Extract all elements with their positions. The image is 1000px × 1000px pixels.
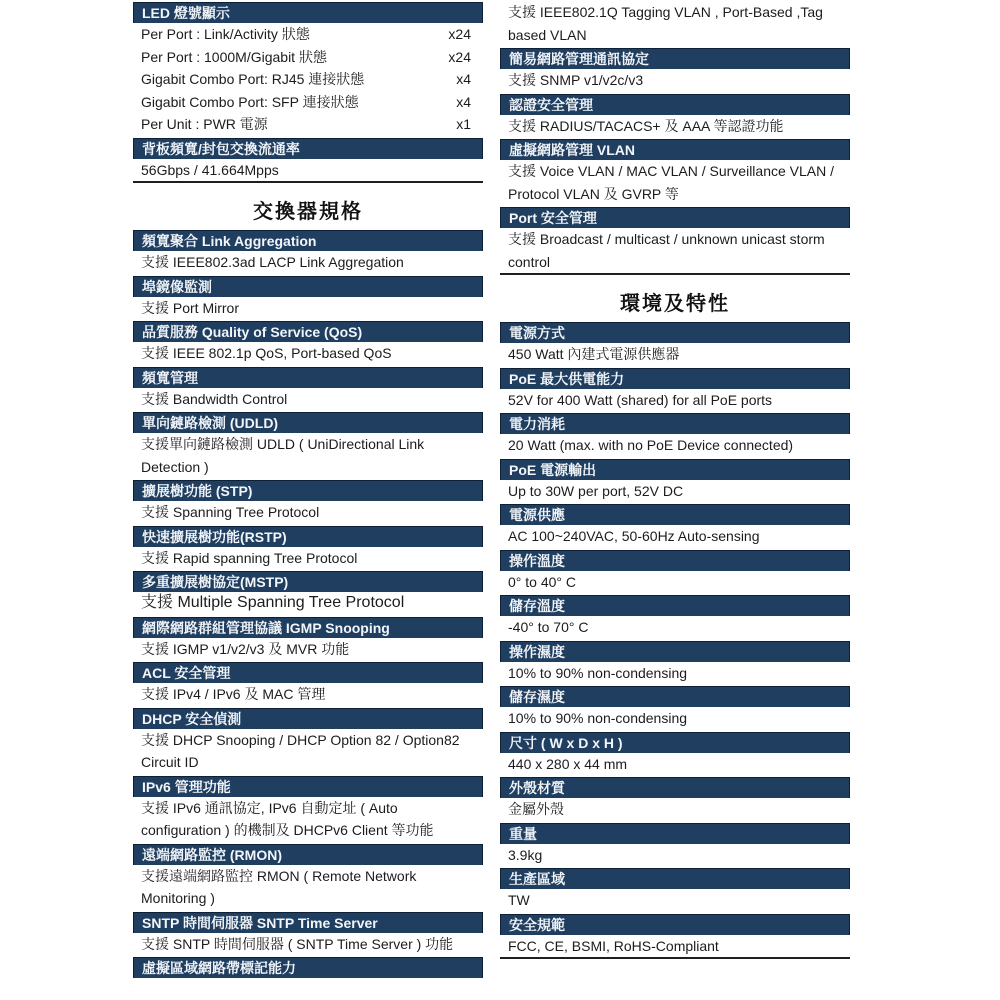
spec-row [133,91,483,114]
spec-section-header: 擴展樹功能 (STP) [133,480,483,501]
spec-row [133,113,483,136]
spec-table [133,2,483,183]
spec-section-header: 背板頻寬/封包交換流通率 [133,138,483,159]
spec-row-label: Per Port : 1000M/Gigabit 狀態 [141,48,327,65]
spec-section-header: 網際網路群組管理協議 IGMP Snooping [133,617,483,638]
spec-section-header: ACL 安全管理 [133,662,483,683]
spec-section-header: PoE 最大供電能力 [500,368,850,389]
spec-row: 0° to 40° C [508,573,577,590]
spec-section-header: 重量 [500,823,850,844]
spec-row [133,23,483,46]
spec-row: 支援 Port Mirror [141,299,239,316]
spec-row-value: x24 [448,48,471,65]
spec-row: AC 100~240VAC, 50-60Hz Auto-sensing [508,528,760,544]
spec-row: 20 Watt (max. with no PoE Device connected) [508,437,794,453]
spec-section-header: 遠端網路監控 (RMON) [133,844,483,865]
spec-row: 56Gbps / 41.664Mpps [141,161,279,178]
spec-row-value: x4 [456,71,471,87]
spec-section-header: 電源供應 [500,504,850,525]
spec-row: 支援 Multiple Spanning Tree Protocol [141,594,405,611]
spec-section-header: 虛擬區域網路帶標記能力 [133,957,483,978]
spec-section-header: 電源方式 [500,322,850,343]
spec-section-header: 安全規範 [500,914,850,935]
spec-row: TW [508,892,530,908]
section-title: 交換器規格 [253,201,363,223]
spec-row-value: x4 [456,93,471,110]
spec-row: 金屬外殼 [508,801,564,817]
spec-row-label: Gigabit Combo Port: SFP 連接狀態 [141,93,359,110]
spec-row: Up to 30W per port, 52V DC [508,482,684,499]
spec-row: 52V for 400 Watt (shared) for all PoE ports [508,391,773,408]
spec-section-header: 快速擴展樹功能(RSTP) [133,526,483,547]
spec-section-header: 單向鏈路檢測 (UDLD) [133,412,483,433]
spec-row [133,46,483,69]
spec-section-header: 尺寸 ( W x D x H ) [500,732,850,753]
spec-row: 支援 IPv6 通訊協定, IPv6 自動定址 ( Auto configuration ) 的機制及 DHCPv6 Client 等功能 [141,799,434,838]
spec-row: 支援遠端網路監控 RMON ( Remote Network Monitoring ) [141,867,417,906]
spec-table [500,322,850,959]
spec-section-header: 多重擴展樹協定(MSTP) [133,571,483,592]
spec-row: 3.9kg [508,846,543,863]
spec-row: 支援單向鏈路檢測 UDLD ( UniDirectional Link Detection ) [141,436,425,475]
spec-row: 支援 IEEE802.3ad LACP Link Aggregation [141,254,404,270]
spec-section-header: IPv6 管理功能 [133,776,483,797]
spec-row: 440 x 280 x 44 mm [508,755,628,772]
spec-table [500,1,850,275]
section-title: 環境及特性 [620,293,730,315]
spec-section-header: 操作溫度 [500,550,850,571]
spec-row: 支援 IGMP v1/v2/v3 及 MVR 功能 [141,640,350,657]
spec-section-header: LED 燈號顯示 [133,2,483,23]
spec-section-header: DHCP 安全偵測 [133,708,483,729]
spec-row: 支援 IEEE 802.1p QoS, Port-based QoS [141,345,392,361]
spec-section-header: 外殼材質 [500,777,850,798]
spec-section-header: 虛擬網路管理 VLAN [500,139,850,160]
spec-row: 支援 Voice VLAN / MAC VLAN / Surveillance VLAN / Protocol VLAN 及 GVRP 等 [508,163,835,202]
spec-row: 支援 DHCP Snooping / DHCP Option 82 / Option82 Circuit ID [141,731,460,770]
spec-section-header: 頻寬聚合 Link Aggregation [133,230,483,251]
spec-section-header: 埠鏡像監測 [133,276,483,297]
spec-table [133,230,483,978]
spec-row: FCC, CE, BSMI, RoHS-Compliant [508,937,719,954]
spec-row: 支援 SNTP 時間伺服器 ( SNTP Time Server ) 功能 [141,935,454,952]
spec-column-right [500,1,850,959]
spec-section-header: 頻寬管理 [133,367,483,388]
spec-section-header: 簡易網路管理通訊協定 [500,48,850,69]
spec-row: 支援 Rapid spanning Tree Protocol [141,549,358,566]
spec-section-header: PoE 電源輸出 [500,459,850,480]
spec-section-header: 認證安全管理 [500,94,850,115]
spec-row: 支援 RADIUS/TACACS+ 及 AAA 等認證功能 [508,117,784,134]
spec-row: -40° to 70° C [508,619,589,635]
spec-row: 支援 Broadcast / multicast / unknown unicast storm control [508,231,825,270]
spec-row-label: Per Port : Link/Activity 狀態 [141,26,310,42]
spec-row: 支援 Bandwidth Control [141,390,288,407]
spec-row: 450 Watt 內建式電源供應器 [508,346,680,362]
spec-row [133,68,483,91]
spec-section-header: Port 安全管理 [500,207,850,228]
spec-row: 支援 Spanning Tree Protocol [141,504,320,520]
spec-row: 支援 IPv4 / IPv6 及 MAC 管理 [141,686,326,702]
spec-column-left [133,0,483,978]
spec-section-header: 生產區域 [500,868,850,889]
spec-row: 支援 SNMP v1/v2c/v3 [508,72,644,88]
spec-row: 10% to 90% non-condensing [508,710,688,726]
spec-row-value: x24 [448,26,471,42]
spec-row-label: Gigabit Combo Port: RJ45 連接狀態 [141,71,365,87]
spec-section-header: 操作濕度 [500,641,850,662]
spec-section-header: 儲存濕度 [500,686,850,707]
spec-section-header: 品質服務 Quality of Service (QoS) [133,321,483,342]
spec-row: 支援 IEEE802.1Q Tagging VLAN , Port-Based ,Tag based VLAN [508,4,823,43]
spec-row-value: x1 [456,116,471,132]
spec-row-label: Per Unit : PWR 電源 [141,116,268,132]
spec-section-header: 儲存溫度 [500,595,850,616]
spec-section-header: 電力消耗 [500,413,850,434]
spec-row: 10% to 90% non-condensing [508,664,688,681]
spec-section-header: SNTP 時間伺服器 SNTP Time Server [133,912,483,933]
